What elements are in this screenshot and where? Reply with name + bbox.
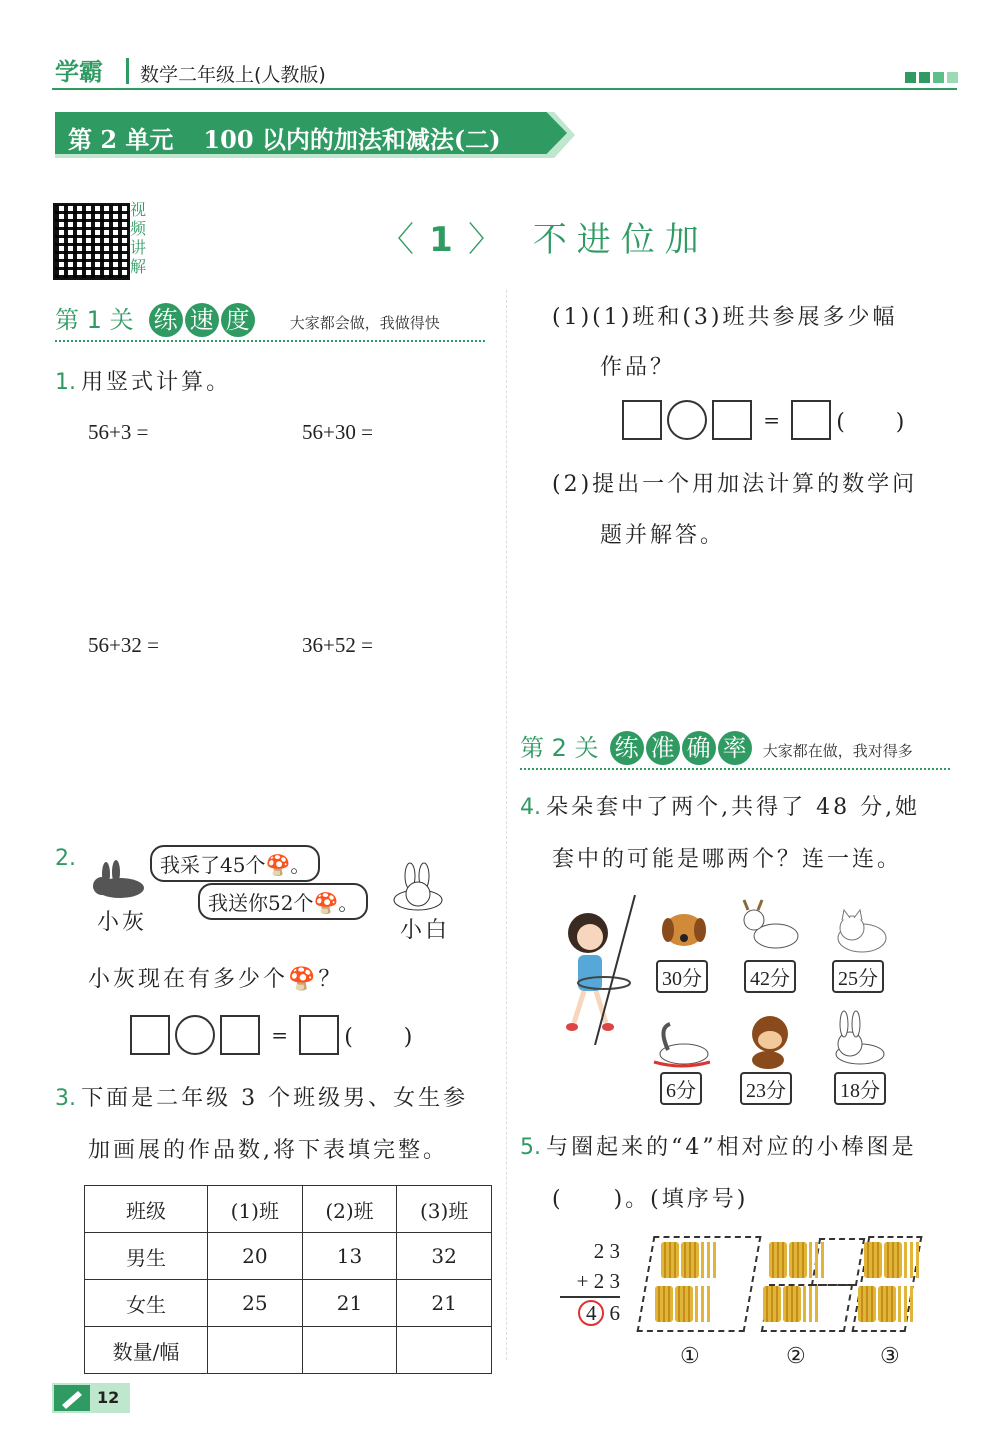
brand-separator xyxy=(126,58,129,84)
table-cell: 20 xyxy=(208,1233,303,1280)
answer-box[interactable] xyxy=(712,400,752,440)
operator-circle[interactable] xyxy=(175,1015,215,1055)
column-divider xyxy=(506,290,507,1360)
table-row xyxy=(85,1233,492,1280)
equals-sign: = xyxy=(271,1023,289,1047)
goat-icon xyxy=(738,898,802,956)
option-label[interactable]: ③ xyxy=(880,1344,903,1369)
page-number: 12 xyxy=(97,1388,120,1407)
table-cell: 男生 xyxy=(85,1233,208,1280)
equals-sign: = xyxy=(763,408,781,432)
expression: 56+3 = xyxy=(88,420,149,444)
answer-box[interactable] xyxy=(220,1015,260,1055)
dog-icon xyxy=(656,900,712,956)
speech-bubble: 我送你52个🍄。 xyxy=(198,883,368,920)
sub-question: 题并解答。 xyxy=(600,523,726,548)
badge-char: 准 xyxy=(646,731,680,765)
calc-result xyxy=(560,1298,620,1328)
qr-code[interactable] xyxy=(53,203,130,280)
table-row xyxy=(85,1186,492,1233)
rabbit-icon xyxy=(388,862,448,912)
unit-title: 100 以内的加法和减法(二) xyxy=(203,125,501,154)
cat-icon xyxy=(832,906,896,956)
question-text: 加画展的作品数,将下表填完整。 xyxy=(88,1138,448,1163)
question-5 xyxy=(520,1130,917,1161)
question-text: 套中的可能是哪两个？连一连。 xyxy=(552,847,903,872)
table-cell: 32 xyxy=(397,1233,492,1280)
rabbit-icon xyxy=(88,860,148,900)
book-title: 数学二年级上(人教版) xyxy=(140,64,326,86)
question-number: 2. xyxy=(55,846,76,871)
level-1-header xyxy=(55,300,485,342)
sub-question: (1)(1)班和(3)班共参展多少幅 xyxy=(552,305,898,330)
unit-label: 第 2 单元 xyxy=(68,125,174,154)
answer-cell[interactable] xyxy=(208,1327,303,1374)
header-rule xyxy=(52,88,957,90)
question-number: 5. xyxy=(520,1135,541,1160)
level-2-label: 第 2 关 xyxy=(520,734,599,762)
video-label: 视频讲解 xyxy=(130,200,147,276)
stick-figure-1 xyxy=(645,1236,755,1336)
lesson-title xyxy=(380,212,709,261)
badge-char: 速 xyxy=(185,303,219,337)
table-cell: 21 xyxy=(302,1280,397,1327)
question-text: 下面是二年级 3 个班级男、女生参 xyxy=(81,1086,469,1111)
data-table xyxy=(84,1185,492,1374)
score-label[interactable]: 30分 xyxy=(656,960,708,993)
character-name: 小灰 xyxy=(97,910,148,935)
level-1-badge xyxy=(149,306,262,334)
question-text: 与圈起来的“4”相对应的小棒图是 xyxy=(546,1135,917,1160)
question-number: 3. xyxy=(55,1086,76,1111)
score-label[interactable]: 23分 xyxy=(740,1072,792,1105)
unit-blank[interactable]: ( ) xyxy=(836,409,905,435)
question-3 xyxy=(55,1081,468,1112)
question-text: 朵朵套中了两个,共得了 48 分,她 xyxy=(546,795,921,820)
header-dots xyxy=(902,68,958,87)
lesson-number: 1 xyxy=(429,220,463,260)
monkey-icon xyxy=(738,1010,802,1070)
score-label[interactable]: 18分 xyxy=(834,1072,886,1105)
calc-digit: 6 xyxy=(609,1301,620,1325)
answer-cell[interactable] xyxy=(302,1327,397,1374)
vertical-calc xyxy=(560,1236,620,1328)
question-text: 小灰现在有多少个🍄？ xyxy=(88,967,344,992)
answer-box[interactable] xyxy=(622,400,662,440)
expression: 36+52 = xyxy=(302,633,373,657)
answer-box[interactable] xyxy=(130,1015,170,1055)
question-4 xyxy=(520,790,920,821)
table-header: 班级 xyxy=(85,1186,208,1233)
table-cell: 21 xyxy=(397,1280,492,1327)
table-header: (3)班 xyxy=(397,1186,492,1233)
level-2-header xyxy=(520,728,950,770)
swan-icon xyxy=(650,1018,714,1068)
rabbit-icon xyxy=(826,1010,890,1068)
throw-line xyxy=(590,895,640,1045)
answer-cell[interactable] xyxy=(397,1327,492,1374)
question-number: 1. xyxy=(55,370,76,395)
expression: 56+30 = xyxy=(302,420,373,444)
lesson-bracket-icon: 〉 xyxy=(468,220,512,260)
badge-char: 练 xyxy=(149,303,183,337)
table-header: (2)班 xyxy=(302,1186,397,1233)
operator-circle[interactable] xyxy=(667,400,707,440)
table-header: (1)班 xyxy=(208,1186,303,1233)
level-1-motto: 大家都会做，我做得快 xyxy=(289,314,440,332)
expression: 56+32 = xyxy=(88,633,159,657)
circled-digit: 4 xyxy=(578,1300,604,1326)
unit-blank[interactable]: ( ) xyxy=(344,1024,413,1050)
question-text: ( )。(填序号) xyxy=(552,1187,749,1212)
sub-question: (2)提出一个用加法计算的数学问 xyxy=(552,472,918,497)
question-text: 用竖式计算。 xyxy=(81,370,232,395)
table-cell: 女生 xyxy=(85,1280,208,1327)
pencil-icon xyxy=(54,1385,90,1411)
speech-bubble: 我采了45个🍄。 xyxy=(150,845,320,882)
answer-formula xyxy=(130,1015,412,1055)
question-1 xyxy=(55,365,231,396)
table-row xyxy=(85,1327,492,1374)
brand-logo: 学霸 xyxy=(55,58,103,86)
badge-char: 确 xyxy=(682,731,716,765)
level-2-motto: 大家都在做，我对得多 xyxy=(762,742,913,760)
unit-heading xyxy=(68,120,501,155)
lesson-bracket-icon: 〈 xyxy=(380,220,424,260)
score-label[interactable]: 25分 xyxy=(832,960,884,993)
level-1-label: 第 1 关 xyxy=(55,306,134,334)
stick-figure-3 xyxy=(850,1236,960,1336)
badge-char: 练 xyxy=(610,731,644,765)
score-label[interactable]: 42分 xyxy=(744,960,796,993)
badge-char: 度 xyxy=(221,303,255,337)
lesson-name: 不进位加 xyxy=(532,220,709,260)
level-2-badge xyxy=(610,734,759,762)
answer-box[interactable] xyxy=(299,1015,339,1055)
stick-figure-2 xyxy=(755,1236,865,1336)
score-label[interactable]: 6分 xyxy=(660,1072,702,1105)
character-name: 小白 xyxy=(400,918,451,943)
table-cell: 25 xyxy=(208,1280,303,1327)
answer-formula xyxy=(622,400,904,440)
option-label[interactable]: ② xyxy=(786,1344,809,1369)
option-label[interactable]: ① xyxy=(680,1344,703,1369)
answer-box[interactable] xyxy=(791,400,831,440)
sub-question: 作品？ xyxy=(600,355,676,380)
badge-char: 率 xyxy=(718,731,752,765)
calc-line: 2 3 xyxy=(593,1239,620,1263)
question-number: 4. xyxy=(520,795,541,820)
table-cell: 数量/幅 xyxy=(85,1327,208,1374)
table-cell: 13 xyxy=(302,1233,397,1280)
table-row xyxy=(85,1280,492,1327)
calc-line: + 2 3 xyxy=(560,1266,620,1298)
